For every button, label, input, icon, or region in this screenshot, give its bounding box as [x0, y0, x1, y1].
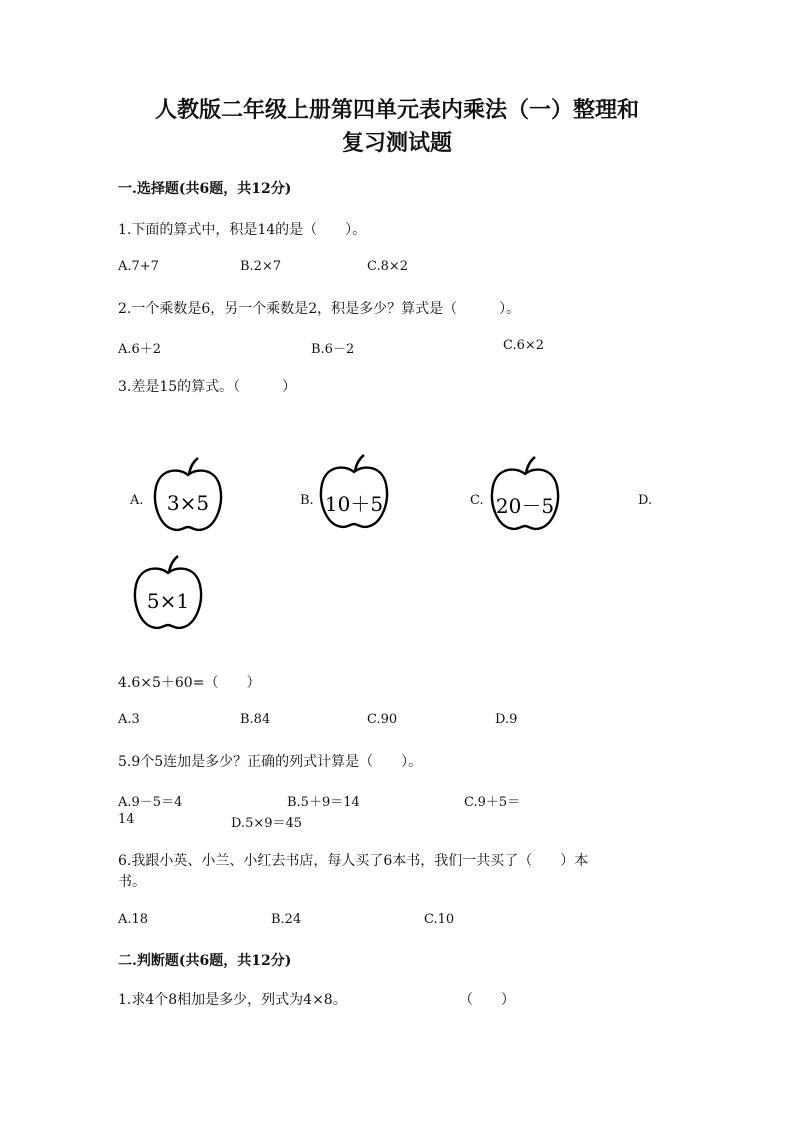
question-1-option-c: C.8×2	[367, 259, 409, 274]
question-1-text: 1.下面的算式中，积是14的是（ ）。	[118, 222, 367, 238]
title-line-1: 人教版二年级上册第四单元表内乘法（一）整理和	[154, 97, 639, 123]
question-2-option-a: A.6＋2	[118, 342, 162, 357]
question-3-option-c-label: C.	[470, 493, 484, 508]
question-5-option-a: A.9－5＝4	[118, 795, 183, 810]
question-3-option-b-expression: 10＋5	[324, 492, 384, 516]
question-3-option-a-apple	[152, 455, 224, 535]
judgement-1-answer-blank[interactable]: （ ）	[459, 992, 515, 1008]
question-3-option-b-apple	[318, 452, 390, 532]
question-3-option-d-expression: 5×1	[146, 589, 190, 613]
question-4-text: 4.6×5＋60=（ ）	[118, 675, 261, 691]
question-6-option-c: C.10	[424, 912, 455, 927]
question-3-option-b-label: B.	[300, 493, 314, 508]
question-6-option-a: A.18	[118, 912, 149, 927]
question-4-option-d: D.9	[495, 712, 518, 727]
title-line-2: 复习测试题	[341, 130, 452, 156]
question-3-option-a-expression: 3×5	[166, 491, 210, 515]
judgement-1-text: 1.求4个8相加是多少，列式为4×8。	[118, 992, 347, 1008]
question-5-option-c: C.9＋5＝	[464, 795, 521, 810]
question-5-option-d: D.5×9＝45	[231, 816, 303, 831]
question-1-option-a: A.7+7	[118, 259, 159, 274]
question-5-option-c-continued: 14	[118, 812, 135, 827]
question-2-option-c: C.6×2	[503, 338, 545, 353]
question-3-option-d-label: D.	[638, 493, 653, 508]
question-6-option-b: B.24	[271, 912, 302, 927]
question-3-text: 3.差是15的算式。（ ）	[118, 379, 297, 395]
page-title	[100, 94, 694, 160]
question-2-text: 2.一个乘数是6，另一个乘数是2，积是多少？算式是（ ）。	[118, 301, 521, 317]
question-3-option-a-label: A.	[130, 493, 144, 508]
question-3-option-c-expression: 20－5	[495, 494, 555, 518]
question-4-option-a: A.3	[118, 712, 140, 727]
question-2-option-b: B.6－2	[311, 342, 355, 357]
question-6-text-continued: 书。	[118, 874, 146, 890]
question-1-option-b: B.2×7	[240, 259, 282, 274]
question-4-option-b: B.84	[240, 712, 271, 727]
question-5-option-b: B.5＋9＝14	[287, 795, 360, 810]
section-heading-choice: 一.选择题(共6题，共12分)	[118, 181, 292, 197]
question-3-option-d-apple	[132, 553, 204, 633]
question-4-option-c: C.90	[367, 712, 398, 727]
question-3-option-c-apple	[489, 454, 561, 534]
section-heading-judgement: 二.判断题(共6题，共12分)	[118, 953, 292, 969]
question-5-text: 5.9个5连加是多少？正确的列式计算是（ ）。	[118, 754, 423, 770]
question-6-text: 6.我跟小英、小兰、小红去书店，每人买了6本书，我们一共买了（ ）本	[118, 853, 589, 869]
